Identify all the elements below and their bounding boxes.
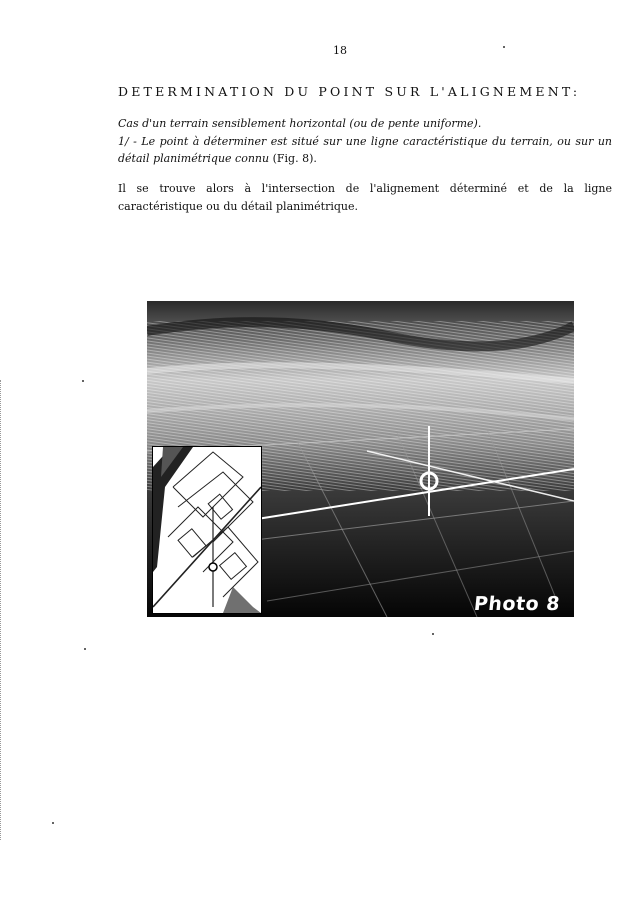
map-inset xyxy=(152,446,262,614)
page-number: 18 xyxy=(333,44,347,57)
case-statement: Cas d'un terrain sensiblement horizontal (ou de pente uniforme). xyxy=(118,117,482,130)
scan-speck xyxy=(503,46,505,48)
point-paragraph xyxy=(118,133,612,167)
figure-reference: (Fig. 8). xyxy=(269,152,317,165)
body-paragraph: Il se trouve alors à l'intersection de l'alignement déterminé et de la ligne caractéristique ou du détail planimétrique. xyxy=(118,182,612,213)
scan-speck xyxy=(52,822,54,824)
map-inset-graphic xyxy=(153,447,261,613)
scan-speck xyxy=(82,380,84,382)
aerial-photo xyxy=(147,301,574,617)
section-heading: DETERMINATION DU POINT SUR L'ALIGNEMENT: xyxy=(118,84,581,99)
scan-speck xyxy=(432,633,434,635)
point-statement: 1/ - Le point à déterminer est situé sur une ligne caractéristique du terrain, ou sur un détail planimétrique connu xyxy=(118,135,612,165)
scan-edge xyxy=(0,380,4,840)
photo-caption: Photo 8 xyxy=(472,593,562,615)
scan-speck xyxy=(84,648,86,650)
